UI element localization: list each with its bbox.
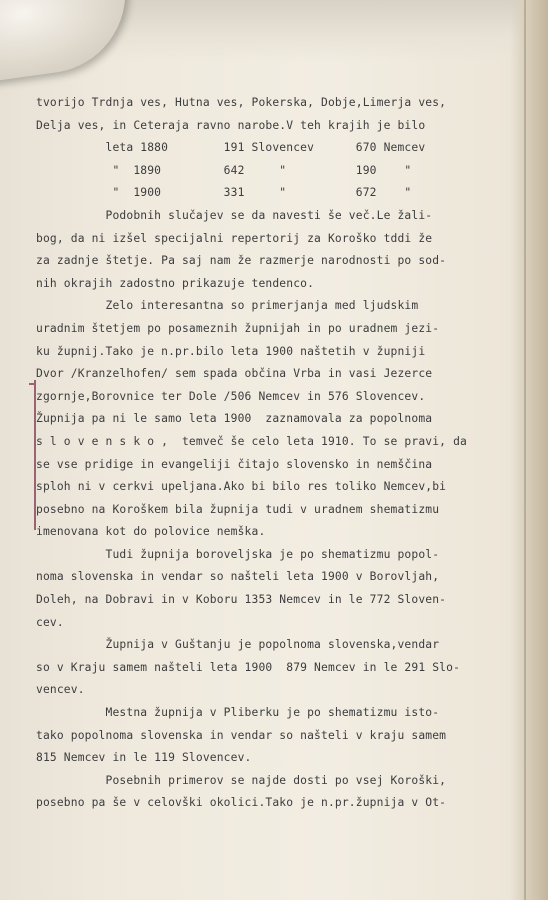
document-body: [36, 92, 506, 815]
text-line: Podobnih slučajev se da navesti še več.Le žali-: [36, 208, 433, 222]
text-line: za zadnje štetje. Pa saj nam že razmerje narodnosti po sod-: [36, 254, 447, 268]
text-line-underlined: Župnija v Guštanju je popolnoma slovenska,vendar: [36, 638, 440, 652]
text-line: vencev.: [36, 683, 85, 697]
text-line: imenovana kot do polovice nemška.: [36, 525, 266, 539]
text-line: tvorijo Trdnja ves, Hutna ves, Pokerska, Dobje,Limerja ves,: [36, 96, 447, 109]
text-line-underlined: Doleh, na Dobravi in v Koboru 1353 Nemcev in le 772 Sloven-: [36, 593, 447, 607]
text-line: Zelo interesantna so primerjanja med ljudskim: [36, 299, 419, 313]
text-line: cev.: [36, 615, 64, 629]
text-line: posebno na Koroškem bila župnija tudi v uradnem shematizmu: [36, 502, 440, 516]
text-line-underlined: Tudi župnija boroveljska je po shematizmu popol-: [36, 547, 440, 561]
page-edge-crease: [524, 0, 526, 900]
text-line: Dvor /Kranzelhofen/ sem spada občina Vrba in vasi Jezerce: [36, 367, 433, 381]
table-row: leta 1880 191 Slovencev 670 Nemcev: [36, 141, 426, 155]
text-line: Delja ves, in Ceteraja ravno narobe.V teh krajih je bilo: [36, 118, 426, 132]
text-line: posebno pa še v celovški okolici.Tako je n.pr.župnija v Ot-: [36, 796, 447, 810]
text-line: s l o v e n s k o , temveč še celo leta 1910. To se pravi, da: [36, 434, 467, 448]
text-line: sploh ni v cerkvi upeljana.Ako bi bilo res toliko Nemcev,bi: [36, 480, 447, 494]
text-line: nih okrajih zadostno prikazuje tendenco.: [36, 276, 315, 290]
text-line: se vse pridige in evangeliji čitajo slovensko in nemščina: [36, 457, 433, 471]
text-line: uradnim štetjem po posameznih župnijah in po uradnem jezi-: [36, 321, 440, 335]
text-line: Posebnih primerov se najde dosti po vsej Koroški,: [36, 773, 447, 787]
margin-mark-tick: [29, 383, 36, 385]
text-line: zgornje,Borovnice ter Dole /506 Nemcev in 576 Slovencev.: [36, 389, 426, 403]
text-line: tako popolnoma slovenska in vendar so našteli v kraju samem: [36, 728, 447, 742]
text-line-underlined: so v Kraju samem našteli leta 1900 879 Nemcev in le 291 Slo-: [36, 660, 461, 674]
table-row: " 1900 331 " 672 ": [36, 186, 412, 200]
text-line-underlined: ku župnij.Tako je n.pr.bilo leta 1900 naštetih v župniji: [36, 344, 426, 358]
text-line: Župnija pa ni le samo leta 1900 zaznamovala za popolnoma: [36, 412, 433, 426]
table-row: " 1890 642 " 190 ": [36, 163, 412, 177]
text-line: bog, da ni izšel specijalni repertorij za Koroško tddi že: [36, 231, 433, 245]
text-line-underlined: 815 Nemcev in le 119 Slovencev.: [36, 751, 252, 765]
text-line-underlined: noma slovenska in vendar so našteli leta 1900 v Borovljah,: [36, 570, 440, 584]
text-line-underlined: Mestna župnija v Pliberku je po shematizmu isto-: [36, 706, 440, 720]
page-right-edge: [510, 0, 548, 900]
